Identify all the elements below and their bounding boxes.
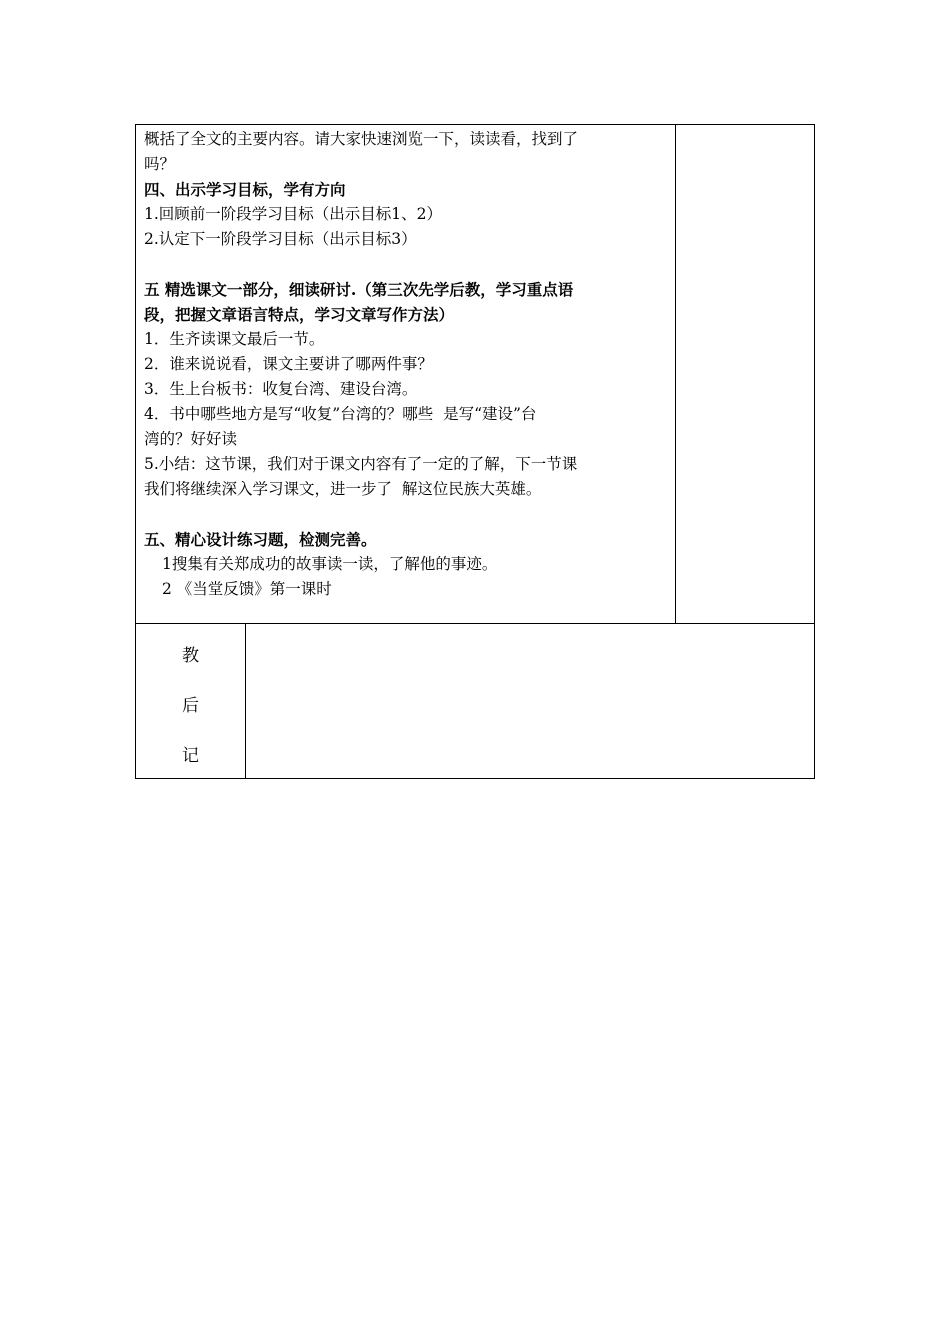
reflection-label-char-1: 教 bbox=[182, 646, 199, 666]
text-line-2: 吗？ bbox=[144, 155, 176, 173]
text-line-1: 概括了全文的主要内容。请大家快速浏览一下，读读看，找到了 bbox=[144, 130, 579, 148]
step-line-1: 1．生齐读课文最后一节。 bbox=[144, 330, 325, 348]
notes-side-cell bbox=[676, 125, 814, 623]
reflection-label-char-3: 记 bbox=[182, 746, 199, 766]
step-line-2: 2．谁来说说看，课文主要讲了哪两件事？ bbox=[144, 355, 433, 373]
exercise-line-1: 1搜集有关郑成功的故事读一读，了解他的事迹。 bbox=[162, 555, 498, 573]
lesson-content-cell bbox=[136, 125, 676, 623]
reflection-content-cell bbox=[246, 624, 814, 779]
lesson-content-row bbox=[136, 125, 814, 624]
blank-line bbox=[144, 502, 669, 527]
lesson-plan-table bbox=[135, 124, 815, 779]
step-line-5-cont: 我们将继续深入学习课文，进一步了 解这位民族大英雄。 bbox=[144, 480, 542, 498]
text-line-goal-1: 1.回顾前一阶段学习目标（出示目标1、2） bbox=[144, 205, 443, 223]
step-line-4: 4．书中哪些地方是写“收复”台湾的？哪些 是写“建设”台 bbox=[144, 405, 537, 423]
reflection-row bbox=[136, 624, 814, 779]
step-line-4-cont: 湾的？好好读 bbox=[144, 430, 238, 448]
reflection-label-char-2: 后 bbox=[182, 696, 199, 716]
section-heading-4: 四、出示学习目标，学有方向 bbox=[144, 180, 346, 199]
text-line-goal-2: 2.认定下一阶段学习目标（出示目标3） bbox=[144, 230, 417, 248]
reflection-label-cell bbox=[136, 624, 246, 779]
exercise-line-2: 2 《当堂反馈》第一课时 bbox=[162, 580, 332, 598]
step-line-5: 5.小结：这节课，我们对于课文内容有了一定的了解，下一节课 bbox=[144, 455, 578, 473]
section-heading-5b: 五、精心设计练习题，检测完善。 bbox=[144, 530, 377, 549]
section-heading-5a: 五 精选课文一部分，细读研讨.（第三次先学后教，学习重点语 bbox=[144, 280, 574, 299]
blank-line bbox=[144, 252, 669, 277]
step-line-3: 3．生上台板书：收复台湾、建设台湾。 bbox=[144, 380, 418, 398]
section-heading-5a-cont: 段，把握文章语言特点，学习文章写作方法） bbox=[144, 305, 455, 324]
